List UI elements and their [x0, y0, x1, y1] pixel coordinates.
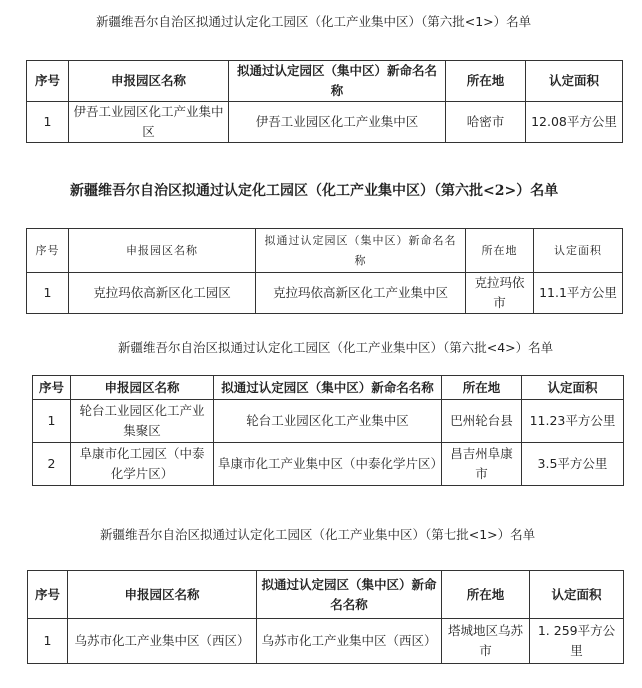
cell-new-name: 伊吾工业园区化工产业集中区: [229, 102, 446, 143]
header-seq: 序号: [27, 229, 69, 273]
cell-new-name: 克拉玛依高新区化工产业集中区: [256, 273, 466, 314]
table-4-header-row: [28, 571, 624, 619]
cell-seq: 1: [27, 102, 69, 143]
cell-area: 3.5平方公里: [522, 443, 624, 486]
cell-seq: 1: [27, 273, 69, 314]
table-row: [28, 619, 624, 664]
cell-applied-name: 轮台工业园区化工产业集聚区: [71, 400, 214, 443]
table-1: [26, 60, 623, 143]
cell-new-name: 轮台工业园区化工产业集中区: [214, 400, 442, 443]
header-new-name: 拟通过认定园区（集中区）新命名名称: [257, 571, 442, 619]
cell-applied-name: 乌苏市化工产业集中区（西区）: [68, 619, 257, 664]
table-2-title: 新疆维吾尔自治区拟通过认定化工园区（化工产业集中区）（第六批<2>）名单: [70, 183, 559, 199]
cell-seq: 1: [28, 619, 68, 664]
table-1-header-row: [27, 61, 623, 102]
cell-location: 巴州轮台县: [442, 400, 522, 443]
header-seq: 序号: [28, 571, 68, 619]
header-applied-name: 申报园区名称: [69, 229, 256, 273]
header-applied-name: 申报园区名称: [68, 571, 257, 619]
table-4: [27, 570, 624, 664]
table-3-header-row: [33, 376, 624, 400]
table-row: [27, 102, 623, 143]
header-area: 认定面积: [522, 376, 624, 400]
cell-seq: 2: [33, 443, 71, 486]
header-new-name: 拟通过认定园区（集中区）新命名名称: [229, 61, 446, 102]
cell-new-name: 乌苏市化工产业集中区（西区）: [257, 619, 442, 664]
header-seq: 序号: [33, 376, 71, 400]
header-location: 所在地: [442, 571, 530, 619]
table-4-title: 新疆维吾尔自治区拟通过认定化工园区（化工产业集中区）（第七批<1>）名单: [100, 527, 536, 542]
cell-area: 1. 259平方公里: [530, 619, 624, 664]
header-location: 所在地: [446, 61, 526, 102]
header-new-name: 拟通过认定园区（集中区）新命名名称: [256, 229, 466, 273]
table-row: [27, 273, 623, 314]
cell-applied-name: 克拉玛依高新区化工园区: [69, 273, 256, 314]
table-3: [32, 375, 624, 486]
cell-applied-name: 阜康市化工园区（中泰化学片区）: [71, 443, 214, 486]
cell-area: 11.1平方公里: [534, 273, 623, 314]
header-applied-name: 申报园区名称: [69, 61, 229, 102]
cell-seq: 1: [33, 400, 71, 443]
cell-new-name: 阜康市化工产业集中区（中泰化学片区）: [214, 443, 442, 486]
table-2: [26, 228, 623, 314]
table-2-header-row: [27, 229, 623, 273]
table-row: [33, 400, 624, 443]
table-3-title: 新疆维吾尔自治区拟通过认定化工园区（化工产业集中区）（第六批<4>）名单: [118, 340, 554, 355]
cell-area: 11.23平方公里: [522, 400, 624, 443]
header-area: 认定面积: [526, 61, 623, 102]
cell-location: 哈密市: [446, 102, 526, 143]
cell-location: 塔城地区乌苏市: [442, 619, 530, 664]
header-area: 认定面积: [530, 571, 624, 619]
header-new-name: 拟通过认定园区（集中区）新命名名称: [214, 376, 442, 400]
cell-location: 克拉玛依市: [466, 273, 534, 314]
header-location: 所在地: [466, 229, 534, 273]
table-row: [33, 443, 624, 486]
cell-location: 昌吉州阜康市: [442, 443, 522, 486]
header-location: 所在地: [442, 376, 522, 400]
table-1-title: 新疆维吾尔自治区拟通过认定化工园区（化工产业集中区）（第六批<1>）名单: [96, 14, 532, 29]
header-seq: 序号: [27, 61, 69, 102]
header-area: 认定面积: [534, 229, 623, 273]
cell-area: 12.08平方公里: [526, 102, 623, 143]
header-applied-name: 申报园区名称: [71, 376, 214, 400]
cell-applied-name: 伊吾工业园区化工产业集中区: [69, 102, 229, 143]
